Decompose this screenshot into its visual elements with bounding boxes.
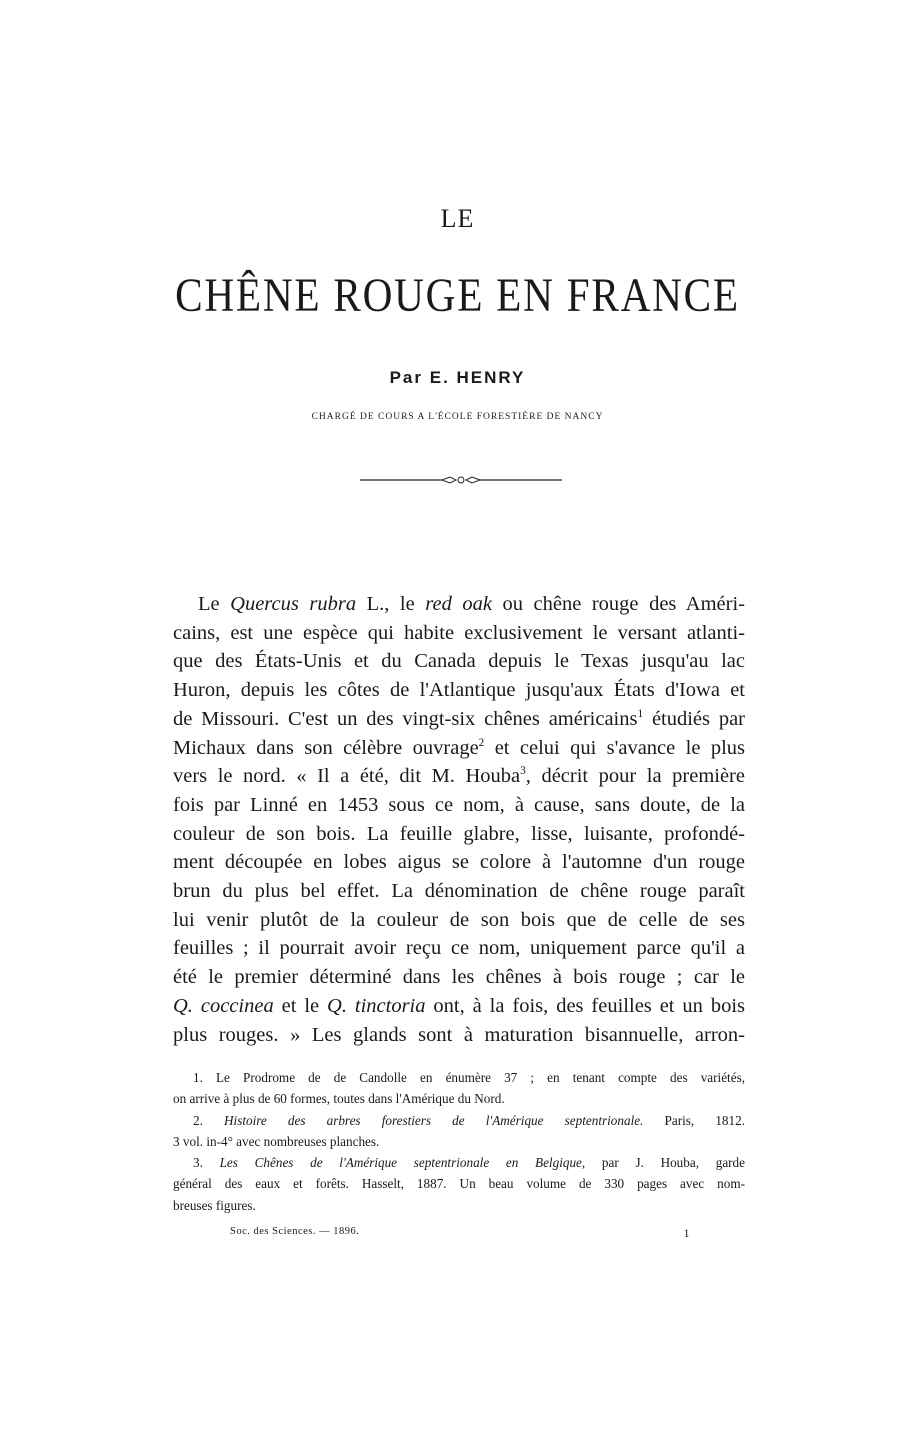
- text-segment: ont, à la fois, des feuilles et un bois: [425, 994, 745, 1017]
- footnote-ref: 2: [478, 736, 485, 749]
- italic-term: red oak: [425, 593, 492, 615]
- body-line: [173, 762, 745, 791]
- text-segment: et celui qui s'avance le plus: [484, 736, 745, 759]
- footnote-2-line-1: [173, 1110, 745, 1131]
- footnote-ref: 3: [520, 765, 526, 778]
- footnote-2-number: 2.: [193, 1112, 225, 1128]
- text-segment: ou chêne rouge des Améri-: [491, 593, 745, 615]
- footnote-3-number: 3.: [193, 1155, 220, 1171]
- decorative-rule-ornament: [360, 474, 562, 486]
- footnote-2-line-2: 3 vol. in-4° avec nombreuses planches.: [173, 1133, 380, 1149]
- text-segment: lui venir plutôt de la couleur de son bois que de celle de ses: [173, 908, 745, 931]
- text-segment: été le premier déterminé dans les chênes à bois rouge ; car le: [173, 966, 745, 989]
- text-segment: Michaux dans son célèbre ouvrage: [173, 736, 479, 759]
- italic-term: Quercus rubra: [230, 593, 357, 615]
- body-line: [173, 676, 745, 705]
- text-segment: fois par Linné en 1453 sous ce nom, à cause, sans doute, de la: [173, 793, 745, 816]
- body-line: [173, 877, 745, 906]
- journal-reference: Soc. des Sciences. — 1896.: [230, 1226, 360, 1237]
- footnote-3-rest: par J. Houba, garde: [585, 1155, 746, 1171]
- text-segment: , décrit pour la première: [525, 765, 745, 788]
- page-number: 1: [683, 1226, 690, 1240]
- text-segment: Huron, depuis les côtes de l'Atlantique jusqu'aux États d'Iowa et: [173, 679, 745, 702]
- body-line: [173, 619, 745, 648]
- author-line: Par E. HENRY: [389, 368, 526, 387]
- footnote-3-line-2: général des eaux et forêts. Hasselt, 1887. Un beau volume de 330 pages avec nom-: [173, 1176, 745, 1192]
- text-segment: plus rouges. » Les glands sont à maturation bisannuelle, arron-: [173, 1023, 745, 1046]
- footnote-3-title: Les Chênes de l'Amérique septentrionale en Belgique,: [219, 1155, 586, 1171]
- text-segment: feuilles ; il pourrait avoir reçu ce nom, uniquement parce qu'il a: [173, 937, 745, 960]
- footnote-3-line-1: [173, 1152, 745, 1173]
- footnotes: [173, 1067, 745, 1216]
- text-segment: vers le nord. « Il a été, dit M. Houba: [173, 765, 521, 788]
- text-segment: que des États-Unis et du Canada depuis le Texas jusqu'au lac: [173, 650, 745, 673]
- body-line: [173, 848, 745, 877]
- body-line: [173, 647, 745, 676]
- text-segment: et le: [273, 994, 328, 1017]
- text-segment: Le: [198, 593, 231, 615]
- text-segment: couleur de son bois. La feuille glabre, lisse, luisante, profondé-: [173, 822, 745, 845]
- footnote-1-line-1: 1. Le Prodrome de de Candolle en énumère 37 ; en tenant compte des variétés,: [193, 1070, 745, 1085]
- footnote-3-line-3: breuses figures.: [173, 1197, 256, 1213]
- body-line: [173, 734, 745, 763]
- page-title: CHÊNE ROUGE EN FRANCE: [175, 269, 740, 322]
- pre-title: LE: [440, 204, 475, 233]
- body-line: [173, 934, 745, 963]
- body-line: [173, 992, 745, 1021]
- text-segment: étudiés par: [643, 707, 745, 730]
- footnote-1-line-2: on arrive à plus de 60 formes, toutes dans l'Amérique du Nord.: [173, 1091, 505, 1107]
- body-line: [173, 963, 745, 992]
- body-line: [173, 590, 745, 619]
- text-segment: L., le: [356, 593, 426, 615]
- text-segment: de Missouri. C'est un des vingt-six chênes américains: [173, 707, 638, 730]
- page-footer: [230, 1226, 690, 1240]
- footnote-2-rest: Paris, 1812.: [643, 1112, 746, 1128]
- footnote-ref: 1: [637, 707, 644, 720]
- italic-term: Q. tinctoria: [327, 994, 426, 1017]
- footnote-2-title: Histoire des arbres forestiers de l'Amérique septentrionale.: [224, 1112, 644, 1128]
- text-segment: brun du plus bel effet. La dénomination de chêne rouge paraît: [173, 880, 745, 903]
- body-line: [173, 705, 745, 734]
- body-line: [173, 791, 745, 820]
- author-affiliation: CHARGÉ DE COURS A L'ÉCOLE FORESTIÈRE DE NANCY: [311, 412, 604, 422]
- italic-term: Q. coccinea: [173, 994, 274, 1017]
- body-paragraph: [173, 590, 745, 1049]
- text-segment: cains, est une espèce qui habite exclusivement le versant atlanti-: [173, 621, 745, 644]
- body-line: [173, 906, 745, 935]
- body-line: [173, 820, 745, 849]
- body-line: [173, 1021, 745, 1050]
- text-segment: ment découpée en lobes aigus se colore à l'automne d'un rouge: [173, 851, 745, 874]
